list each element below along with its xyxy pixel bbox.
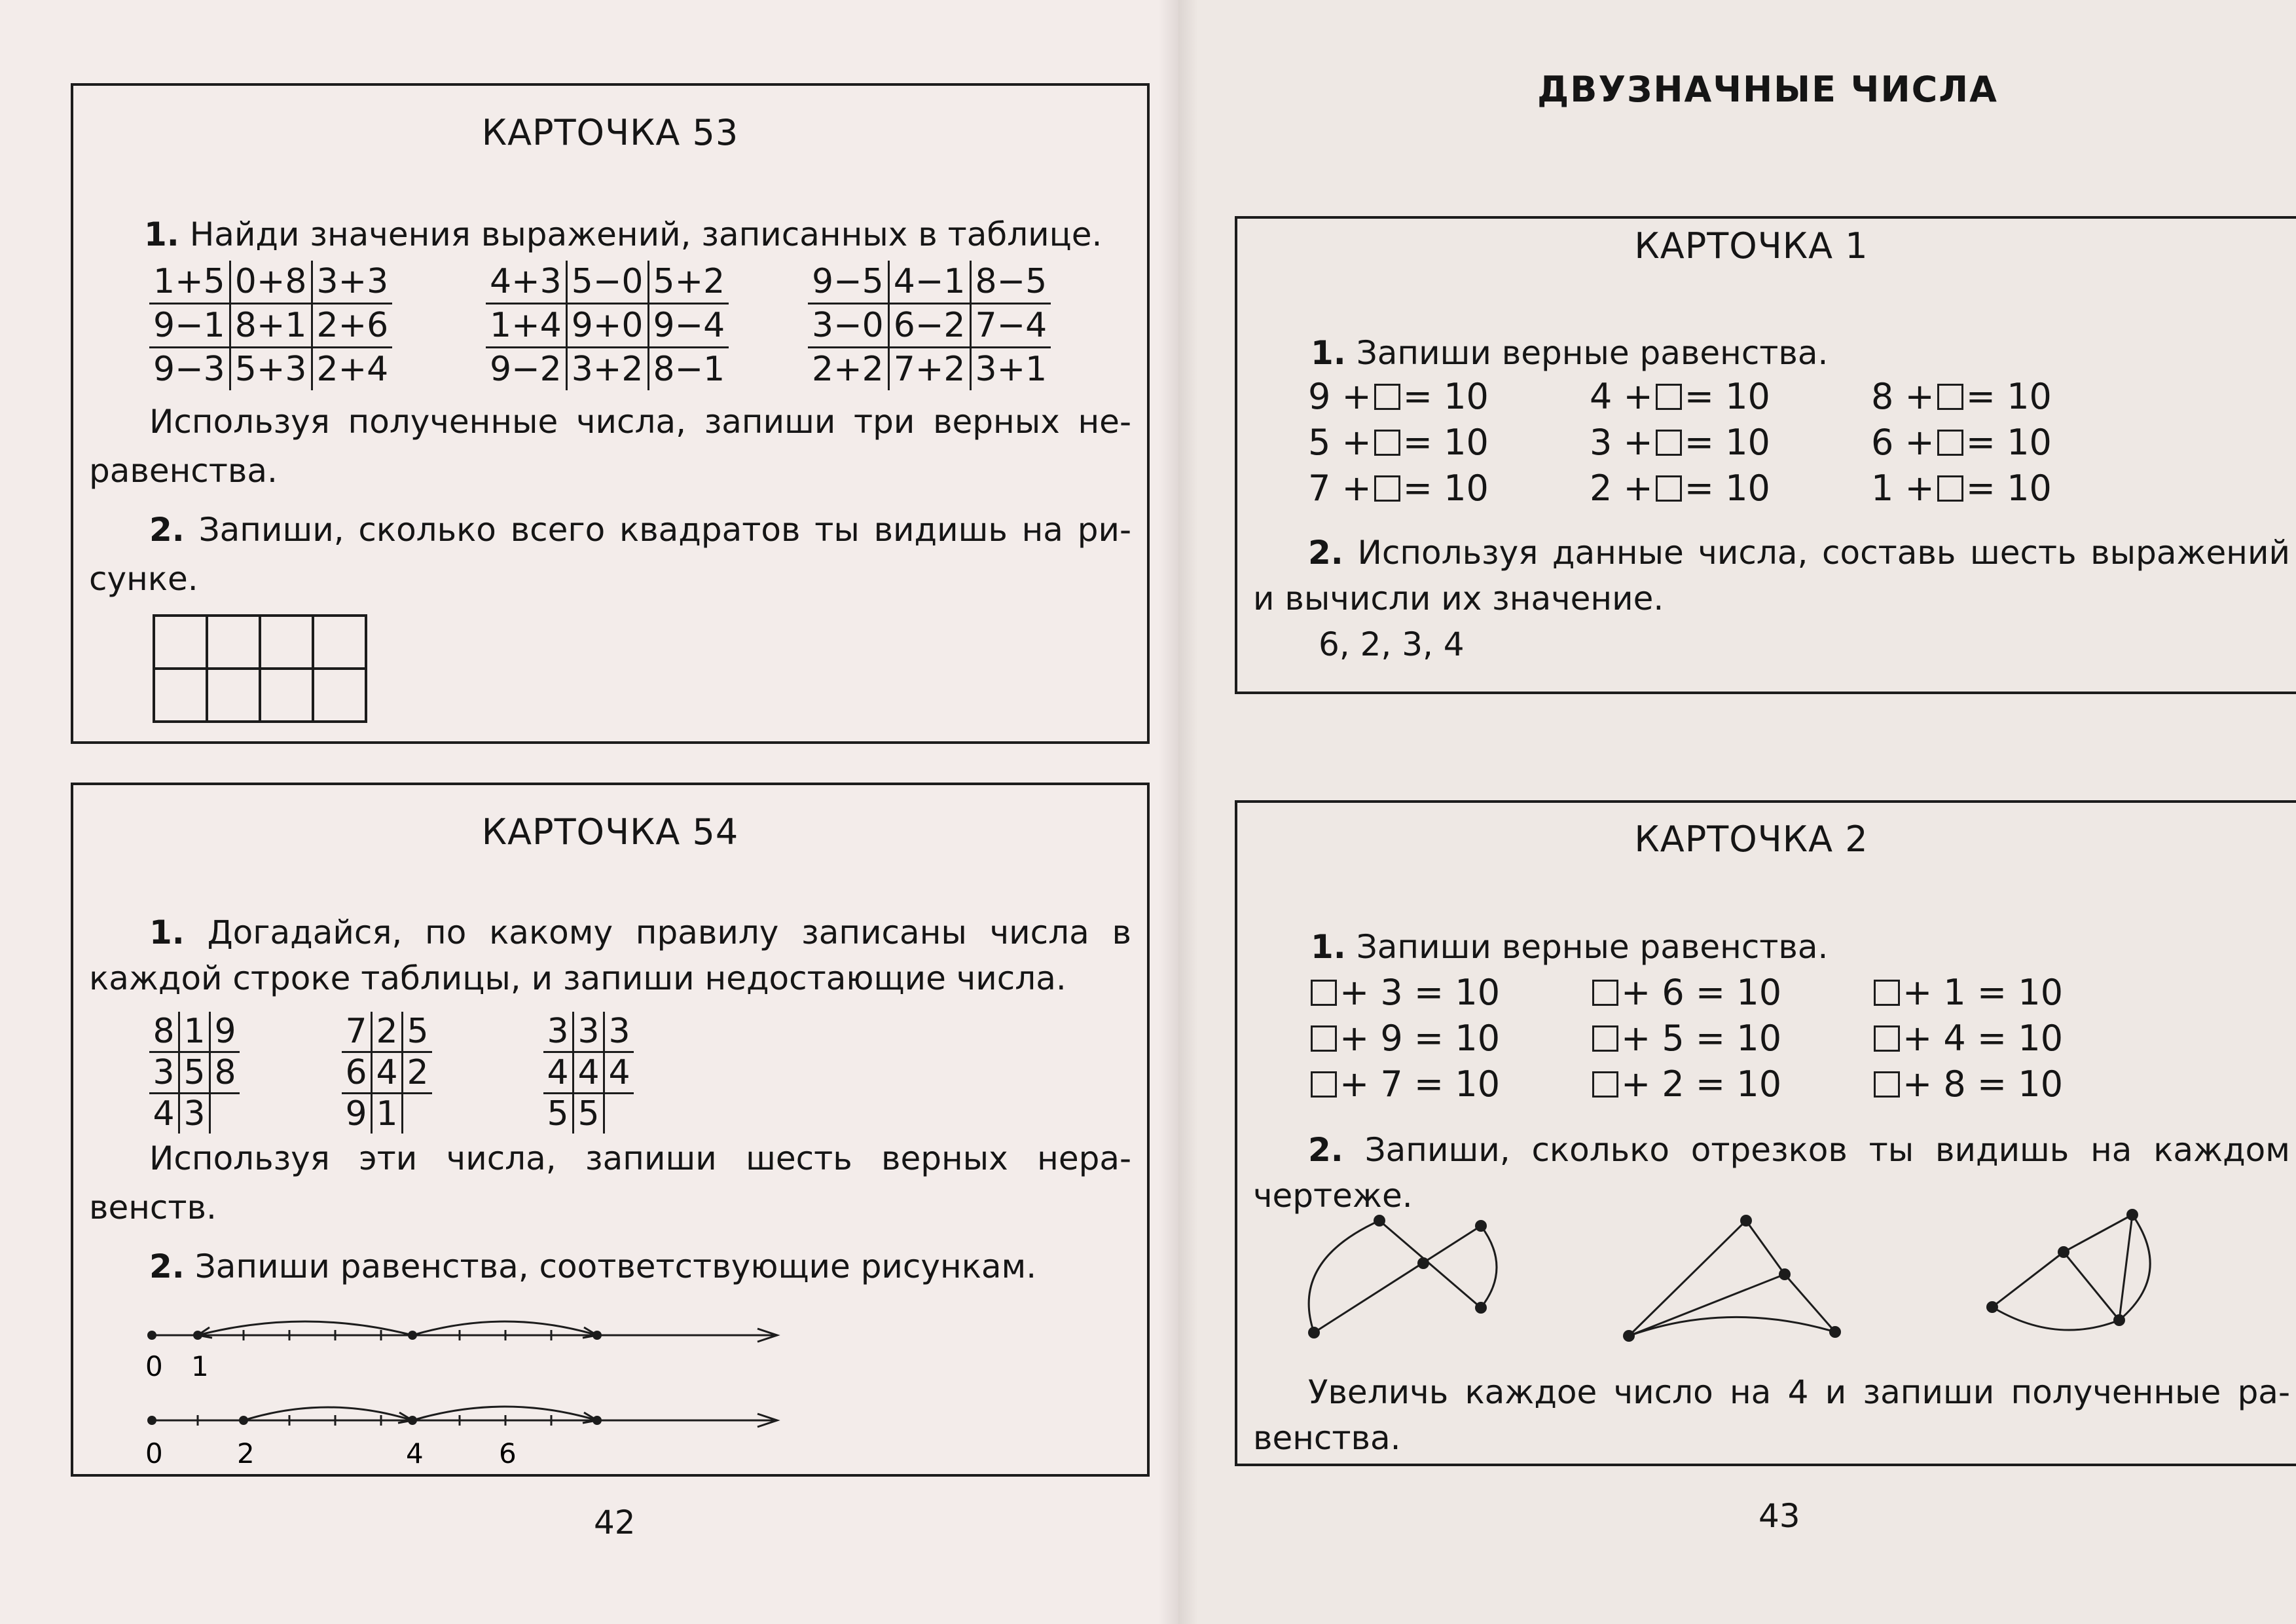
card-title: КАРТОЧКА 2	[1634, 819, 1868, 860]
tick-label: 2	[237, 1437, 255, 1469]
answer-box[interactable]	[1937, 384, 1963, 410]
number-table-2: 7 2 5 6 4 2 9 1	[342, 1012, 432, 1134]
tick-label: 0	[145, 1350, 163, 1382]
answer-box[interactable]	[1874, 980, 1900, 1006]
equation: + 5 = 10	[1590, 1018, 1781, 1059]
equation: + 2 = 10	[1590, 1063, 1781, 1105]
task-1-text: 1. Запиши верные равенства.	[1311, 334, 1829, 372]
missing-cell	[210, 1094, 240, 1134]
segments-figure-3	[1971, 1202, 2180, 1359]
task-1-after-line-2: равенства.	[89, 452, 278, 490]
equation: 4 + = 10	[1590, 376, 1770, 417]
number-table-3: 3 3 3 4 4 4 5 5	[543, 1012, 634, 1134]
card-54	[71, 783, 1150, 1477]
expression-table-2: 4+3 5−0 5+2 1+4 9+0 9−4 9−2 3+2 8−1	[486, 261, 729, 390]
task-3-line-2: венства.	[1253, 1419, 1401, 1457]
task-2-numbers: 6, 2, 3, 4	[1319, 625, 1465, 663]
answer-box[interactable]	[1592, 1025, 1618, 1052]
answer-box[interactable]	[1874, 1071, 1900, 1098]
task-1-text: 1. Запиши верные равенства.	[1311, 928, 1829, 966]
equation: + 1 = 10	[1871, 972, 2063, 1013]
equation: 2 + = 10	[1590, 468, 1770, 509]
task-2-line-1: 2. Запиши, сколько всего квадратов ты видишь на ри-	[149, 511, 1131, 549]
page-number-left: 42	[594, 1504, 636, 1541]
task-1-text	[144, 212, 1102, 257]
equation: 8 + = 10	[1871, 376, 2052, 417]
answer-box[interactable]	[1656, 475, 1682, 502]
equation: 6 + = 10	[1871, 422, 2052, 463]
equation: 5 + = 10	[1308, 422, 1489, 463]
answer-box[interactable]	[1592, 1071, 1618, 1098]
card-1	[1235, 216, 2296, 694]
equation: 3 + = 10	[1590, 422, 1770, 463]
answer-box[interactable]	[1937, 430, 1963, 456]
task-2-line-1: 2. Запиши, сколько отрезков ты видишь на каждом	[1308, 1131, 2290, 1169]
page-number-right: 43	[1758, 1497, 1800, 1535]
missing-cell	[604, 1094, 634, 1134]
equation: + 9 = 10	[1308, 1018, 1500, 1059]
answer-box[interactable]	[1311, 1025, 1337, 1052]
answer-box[interactable]	[1656, 430, 1682, 456]
task-2-line-2: и вычисли их значение.	[1253, 580, 1664, 618]
card-title: КАРТОЧКА 1	[1634, 225, 1868, 267]
equation: + 7 = 10	[1308, 1063, 1500, 1105]
answer-box[interactable]	[1374, 384, 1400, 410]
answer-box[interactable]	[1592, 980, 1618, 1006]
tick-label: 4	[406, 1437, 424, 1469]
book-gutter	[1159, 0, 1198, 1624]
task-1-after-line-1: Используя эти числа, запиши шесть верных нера-	[149, 1139, 1131, 1177]
task-1-line-2: каждой строке таблицы, и запиши недостающие числа.	[89, 959, 1066, 997]
card-53	[71, 83, 1150, 744]
equation: 1 + = 10	[1871, 468, 2052, 509]
answer-box[interactable]	[1311, 980, 1337, 1006]
equation: + 4 = 10	[1871, 1018, 2063, 1059]
expression-table-1: 1+5 0+8 3+3 9−1 8+1 2+6 9−3 5+3 2+4	[149, 261, 392, 390]
equation: + 3 = 10	[1308, 972, 1500, 1013]
number-line-figure-2	[139, 1388, 793, 1476]
task-number: 1.	[144, 215, 179, 253]
section-heading: ДВУЗНАЧНЫЕ ЧИСЛА	[1537, 69, 1998, 110]
missing-cell	[403, 1094, 433, 1134]
tick-label: 0	[145, 1437, 163, 1469]
task-2-line-2: чертеже.	[1253, 1177, 1413, 1215]
card-title: КАРТОЧКА 53	[481, 112, 739, 153]
expression-table-3: 9−5 4−1 8−5 3−0 6−2 7−4 2+2 7+2 3+1	[808, 261, 1051, 390]
equation: + 6 = 10	[1590, 972, 1781, 1013]
tick-label: 1	[191, 1350, 209, 1382]
task-1-after-line-1: Используя полученные числа, запиши три верных не-	[149, 403, 1131, 441]
equation: 9 + = 10	[1308, 376, 1489, 417]
tick-label: 6	[499, 1437, 517, 1469]
task-text: Найди значения выражений, записанных в таблице.	[189, 215, 1102, 253]
answer-box[interactable]	[1874, 1025, 1900, 1052]
answer-box[interactable]	[1937, 475, 1963, 502]
answer-box[interactable]	[1656, 384, 1682, 410]
answer-box[interactable]	[1311, 1071, 1337, 1098]
segments-figure-2	[1617, 1202, 1853, 1366]
segments-figure-1	[1303, 1209, 1519, 1366]
task-1-after-line-2: венств.	[89, 1189, 217, 1227]
task-3-line-1: Увеличь каждое число на 4 и запиши полученные ра-	[1308, 1373, 2290, 1411]
task-2-line-1: 2. Используя данные числа, составь шесть выражений	[1308, 534, 2290, 572]
equation: 7 + = 10	[1308, 468, 1489, 509]
card-2	[1235, 800, 2296, 1466]
answer-box[interactable]	[1374, 475, 1400, 502]
card-title: КАРТОЧКА 54	[481, 811, 739, 853]
answer-box[interactable]	[1374, 430, 1400, 456]
equation: + 8 = 10	[1871, 1063, 2063, 1105]
squares-grid-figure	[152, 614, 372, 726]
task-2-text: 2. Запиши равенства, соответствующие рисункам.	[149, 1247, 1037, 1285]
number-line-figure-1	[139, 1302, 793, 1388]
task-2-line-2: сунке.	[89, 560, 198, 598]
task-1-line-1: 1. Догадайся, по какому правилу записаны числа в	[149, 913, 1131, 951]
number-table-1: 8 1 9 3 5 8 4 3	[149, 1012, 240, 1134]
